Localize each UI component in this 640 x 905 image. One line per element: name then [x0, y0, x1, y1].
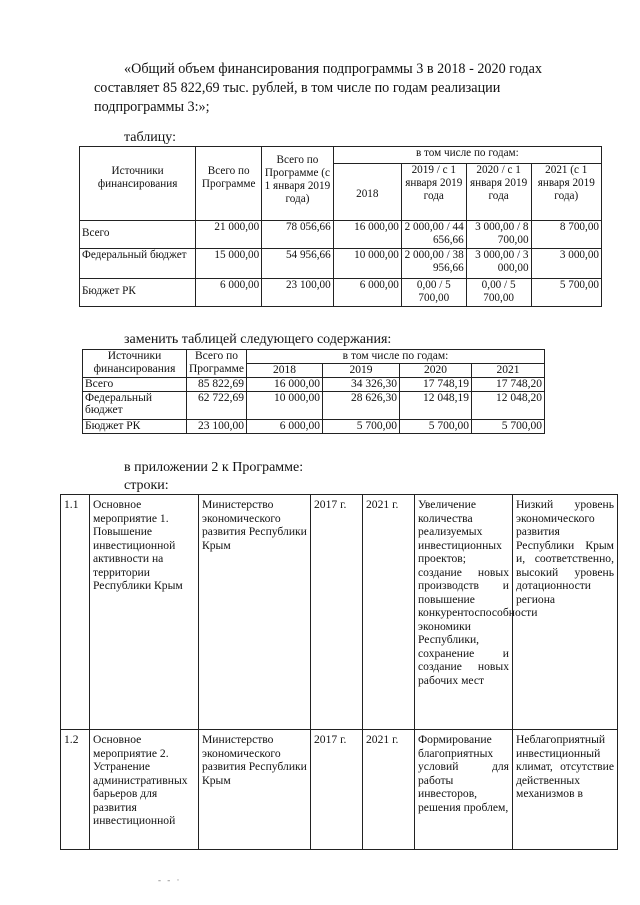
old-cell-2021: 5 700,00 [531, 279, 601, 307]
caption-old-table: таблицу: [124, 130, 176, 145]
new-cell-source: Федеральный бюджет [83, 391, 187, 419]
measures-table [60, 494, 618, 850]
caption-appendix: в приложении 2 к Программе: [124, 460, 304, 475]
intro-line-3: подпрограммы 3:»; [94, 99, 210, 115]
measure-number: 1.2 [61, 730, 90, 850]
table-row [80, 279, 602, 307]
new-cell-source: Всего [83, 378, 187, 392]
measure-name: Основное мероприятие 1. Повышение инвестиционной активности на территории Республики Крым [90, 495, 199, 730]
old-header-source: Источники финансирования [80, 147, 196, 221]
measure-start-year: 2017 г. [311, 495, 363, 730]
new-cell-2021: 5 700,00 [472, 419, 545, 433]
measure-number: 1.1 [61, 495, 90, 730]
old-cell-2019: 2 000,00 / 38 956,66 [401, 249, 466, 279]
table-row [83, 391, 545, 419]
old-cell-2020: 3 000,00 / 3 000,00 [466, 249, 531, 279]
table-row [61, 730, 618, 850]
new-funding-table [82, 349, 545, 434]
old-cell-total-jan: 54 956,66 [262, 249, 334, 279]
old-cell-source: Федеральный бюджет [80, 249, 196, 279]
old-header-2020: 2020 / с 1 января 2019 года [466, 164, 531, 221]
old-cell-2021: 3 000,00 [531, 249, 601, 279]
old-cell-total-jan: 23 100,00 [262, 279, 334, 307]
scan-mark: - - · [158, 875, 182, 885]
old-cell-2018: 10 000,00 [333, 249, 401, 279]
new-cell-source: Бюджет РК [83, 419, 187, 433]
new-header-by-years: в том числе по годам: [247, 350, 545, 364]
old-cell-2018: 16 000,00 [333, 221, 401, 249]
new-cell-2019: 34 326,30 [323, 378, 400, 392]
new-header-2021: 2021 [472, 364, 545, 378]
old-cell-2020: 0,00 / 5 700,00 [466, 279, 531, 307]
new-cell-total: 23 100,00 [187, 419, 247, 433]
table-row [83, 419, 545, 433]
old-header-by-years: в том числе по годам: [333, 147, 601, 164]
measure-result: Увеличение количества реализуемых инвестиционных проектов; создание новых производств и повышение конкурентоспособности экономики Республики, сохранение и создание новых рабочих мест [415, 495, 513, 730]
old-cell-total: 6 000,00 [196, 279, 262, 307]
old-cell-total: 15 000,00 [196, 249, 262, 279]
old-cell-2019: 2 000,00 / 44 656,66 [401, 221, 466, 249]
new-cell-2020: 12 048,19 [400, 391, 472, 419]
new-cell-2021: 17 748,20 [472, 378, 545, 392]
new-header-2018: 2018 [247, 364, 323, 378]
new-header-source: Источники финансирования [83, 350, 187, 378]
new-cell-2019: 28 626,30 [323, 391, 400, 419]
new-cell-2020: 5 700,00 [400, 419, 472, 433]
new-header-2020: 2020 [400, 364, 472, 378]
old-cell-2021: 8 700,00 [531, 221, 601, 249]
intro-line-2: составляет 85 822,69 тыс. рублей, в том числе по годам реализации [94, 80, 501, 96]
table-row [80, 249, 602, 279]
old-header-total: Всего по Программе [196, 147, 262, 221]
measure-consequence: Неблагоприятный инвестиционный климат, отсутствие действенных механизмов в [513, 730, 618, 850]
old-cell-2018: 6 000,00 [333, 279, 401, 307]
new-cell-total: 85 822,69 [187, 378, 247, 392]
measure-result: Формирование благоприятных условий для работы инвесторов, решения проблем, [415, 730, 513, 850]
intro-paragraph [94, 60, 594, 117]
intro-line-1: «Общий объем финансирования подпрограммы 3 в 2018 - 2020 годах [124, 61, 543, 77]
old-cell-2020: 3 000,00 / 8 700,00 [466, 221, 531, 249]
old-cell-source: Всего [80, 221, 196, 249]
old-cell-total: 21 000,00 [196, 221, 262, 249]
measure-executor: Министерство экономического развития Республики Крым [199, 495, 311, 730]
old-funding-table [79, 146, 602, 307]
measure-consequence: Низкий уровень экономического развития Республики Крым и, соответственно, высокий уровень дотационности региона [513, 495, 618, 730]
old-cell-source: Бюджет РК [80, 279, 196, 307]
old-header-2018: 2018 [333, 164, 401, 221]
new-cell-2020: 17 748,19 [400, 378, 472, 392]
new-cell-2021: 12 048,20 [472, 391, 545, 419]
table-row [80, 221, 602, 249]
new-header-total: Всего по Программе [187, 350, 247, 378]
measure-end-year: 2021 г. [363, 495, 415, 730]
old-header-2019: 2019 / с 1 января 2019 года [401, 164, 466, 221]
measure-executor: Министерство экономического развития Республики Крым [199, 730, 311, 850]
new-cell-2018: 16 000,00 [247, 378, 323, 392]
new-cell-2018: 6 000,00 [247, 419, 323, 433]
measure-start-year: 2017 г. [311, 730, 363, 850]
caption-new-table: заменить таблицей следующего содержания: [124, 332, 392, 347]
old-cell-2019: 0,00 / 5 700,00 [401, 279, 466, 307]
new-cell-2019: 5 700,00 [323, 419, 400, 433]
new-header-2019: 2019 [323, 364, 400, 378]
new-cell-2018: 10 000,00 [247, 391, 323, 419]
old-header-total-jan: Всего по Программе (с 1 января 2019 года) [262, 147, 334, 221]
measure-end-year: 2021 г. [363, 730, 415, 850]
old-cell-total-jan: 78 056,66 [262, 221, 334, 249]
new-cell-total: 62 722,69 [187, 391, 247, 419]
table-row [61, 495, 618, 730]
table-row [83, 378, 545, 392]
measure-name: Основное мероприятие 2. Устранение административных барьеров для развития инвестиционной [90, 730, 199, 850]
old-header-2021: 2021 (с 1 января 2019 года) [531, 164, 601, 221]
caption-rows: строки: [124, 478, 169, 493]
